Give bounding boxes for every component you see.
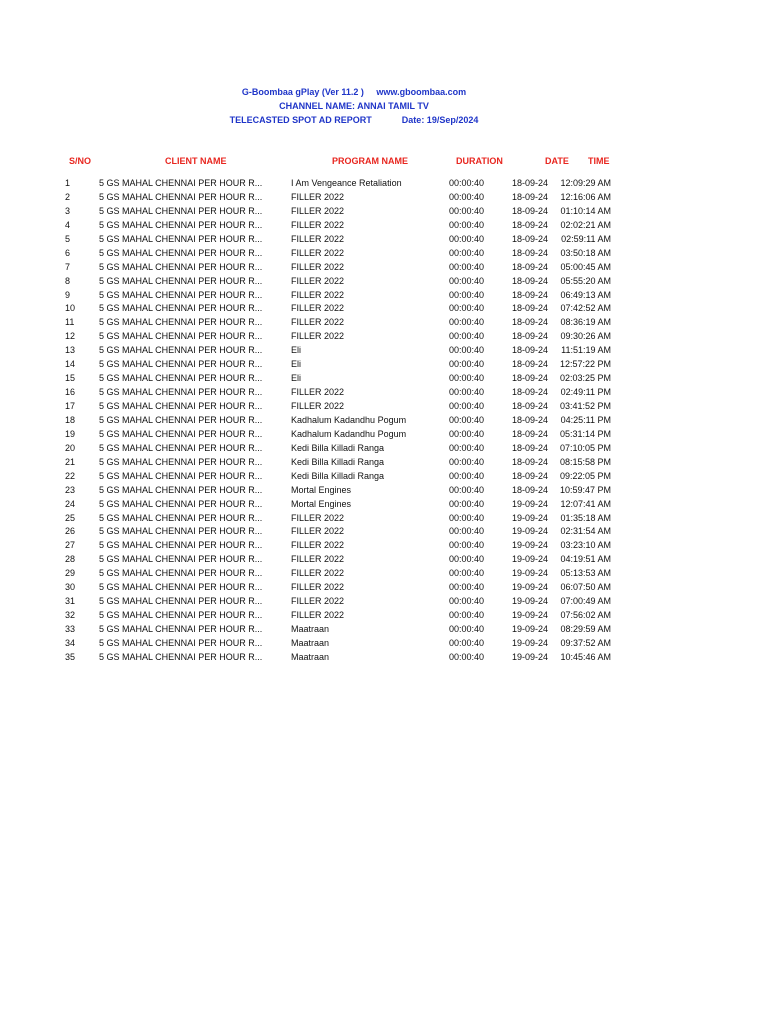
cell-duration: 00:00:40 <box>449 456 485 467</box>
cell-date: 18-09-24 <box>512 317 549 328</box>
cell-time: 06:49:13 AM <box>560 289 611 300</box>
cell-duration: 00:00:40 <box>449 359 485 370</box>
cell-program-name: Kedi Billa Killadi Ranga <box>291 470 385 481</box>
cell-program-name: Kadhalum Kadandhu Pogum <box>291 414 407 425</box>
table-row <box>0 553 768 567</box>
table-row <box>0 581 768 595</box>
cell-duration: 00:00:40 <box>449 401 485 411</box>
cell-sno: 21 <box>65 456 76 467</box>
cell-time: 12:57:22 PM <box>559 359 611 370</box>
cell-sno: 10 <box>65 303 76 314</box>
cell-program-name: FILLER 2022 <box>291 247 345 258</box>
cell-sno: 28 <box>65 554 76 565</box>
cell-date: 19-09-24 <box>512 610 549 621</box>
cell-sno: 34 <box>65 637 76 648</box>
cell-sno: 4 <box>65 219 71 230</box>
cell-program-name: FILLER 2022 <box>291 191 345 202</box>
cell-date: 18-09-24 <box>512 414 549 425</box>
cell-time: 12:07:41 AM <box>560 498 611 509</box>
cell-program-name: FILLER 2022 <box>291 610 345 621</box>
column-header-date: DATE <box>545 156 569 166</box>
cell-sno: 12 <box>65 331 76 342</box>
table-row <box>0 512 768 526</box>
cell-client-name: 5 GS MAHAL CHENNAI PER HOUR R... <box>99 470 263 481</box>
cell-sno: 11 <box>65 317 75 328</box>
cell-program-name: FILLER 2022 <box>291 261 345 272</box>
cell-time: 03:50:18 AM <box>560 247 611 258</box>
table-row <box>0 484 768 498</box>
cell-time: 03:23:10 AM <box>560 540 611 551</box>
cell-duration: 00:00:40 <box>449 651 485 662</box>
cell-sno: 30 <box>65 582 76 593</box>
report-header-channel: CHANNEL NAME: ANNAI TAMIL TV <box>279 101 429 111</box>
cell-duration: 00:00:40 <box>449 247 485 258</box>
table-row <box>0 358 768 372</box>
cell-duration: 00:00:40 <box>449 261 485 272</box>
cell-time: 09:22:05 PM <box>559 470 611 481</box>
cell-program-name: FILLER 2022 <box>291 540 345 551</box>
cell-program-name: FILLER 2022 <box>291 596 345 607</box>
table-row <box>0 275 768 289</box>
cell-date: 18-09-24 <box>512 331 549 342</box>
cell-program-name: Mortal Engines <box>291 484 352 495</box>
cell-duration: 00:00:40 <box>449 540 485 551</box>
cell-date: 18-09-24 <box>512 205 549 216</box>
cell-time: 06:07:50 AM <box>560 582 611 593</box>
cell-sno: 16 <box>65 387 76 398</box>
cell-duration: 00:00:40 <box>449 624 485 634</box>
cell-sno: 2 <box>65 191 71 202</box>
cell-date: 18-09-24 <box>512 359 549 370</box>
column-header-program: PROGRAM NAME <box>332 156 408 166</box>
cell-date: 18-09-24 <box>512 303 549 314</box>
cell-sno: 31 <box>65 596 76 607</box>
cell-date: 19-09-24 <box>512 637 549 648</box>
cell-date: 18-09-24 <box>512 470 549 481</box>
cell-date: 19-09-24 <box>512 568 549 579</box>
cell-client-name: 5 GS MAHAL CHENNAI PER HOUR R... <box>99 387 263 398</box>
cell-sno: 5 <box>65 233 71 244</box>
cell-time: 02:02:21 AM <box>560 219 611 230</box>
cell-sno: 22 <box>65 470 76 481</box>
cell-time: 07:10:05 PM <box>559 442 611 453</box>
cell-program-name: FILLER 2022 <box>291 554 345 565</box>
cell-client-name: 5 GS MAHAL CHENNAI PER HOUR R... <box>99 247 263 258</box>
cell-time: 08:29:59 AM <box>560 624 611 634</box>
cell-client-name: 5 GS MAHAL CHENNAI PER HOUR R... <box>99 582 263 593</box>
cell-program-name: FILLER 2022 <box>291 219 345 230</box>
cell-duration: 00:00:40 <box>449 373 485 384</box>
cell-duration: 00:00:40 <box>449 484 485 495</box>
cell-client-name: 5 GS MAHAL CHENNAI PER HOUR R... <box>99 303 263 314</box>
table-row <box>0 539 768 553</box>
table-row <box>0 567 768 581</box>
report-table-body <box>0 177 768 665</box>
cell-sno: 32 <box>65 610 76 621</box>
cell-program-name: FILLER 2022 <box>291 275 345 286</box>
cell-sno: 35 <box>65 651 76 662</box>
cell-time: 11:51:19 AM <box>561 345 611 356</box>
cell-client-name: 5 GS MAHAL CHENNAI PER HOUR R... <box>99 456 263 467</box>
cell-time: 09:37:52 AM <box>560 637 611 648</box>
cell-time: 01:10:14 AM <box>560 205 611 216</box>
table-row <box>0 456 768 470</box>
cell-duration: 00:00:40 <box>449 610 485 621</box>
cell-program-name: Kedi Billa Killadi Ranga <box>291 456 385 467</box>
cell-client-name: 5 GS MAHAL CHENNAI PER HOUR R... <box>99 191 263 202</box>
cell-date: 18-09-24 <box>512 456 549 467</box>
cell-duration: 00:00:40 <box>449 526 485 537</box>
cell-duration: 00:00:40 <box>449 582 485 593</box>
cell-date: 19-09-24 <box>512 651 549 662</box>
table-row <box>0 205 768 219</box>
cell-duration: 00:00:40 <box>449 275 485 286</box>
cell-program-name: Mortal Engines <box>291 498 352 509</box>
cell-program-name: FILLER 2022 <box>291 303 345 314</box>
table-row <box>0 289 768 303</box>
cell-sno: 17 <box>65 401 76 411</box>
cell-program-name: Kadhalum Kadandhu Pogum <box>291 428 407 439</box>
cell-client-name: 5 GS MAHAL CHENNAI PER HOUR R... <box>99 205 263 216</box>
cell-sno: 8 <box>65 275 71 286</box>
column-header-client: CLIENT NAME <box>165 156 227 166</box>
cell-sno: 24 <box>65 498 76 509</box>
report-header-software: G-Boombaa gPlay (Ver 11.2 ) www.gboombaa.com <box>241 87 467 97</box>
cell-program-name: Eli <box>291 373 302 384</box>
cell-duration: 00:00:40 <box>449 303 485 314</box>
cell-client-name: 5 GS MAHAL CHENNAI PER HOUR R... <box>99 219 263 230</box>
cell-client-name: 5 GS MAHAL CHENNAI PER HOUR R... <box>99 512 263 523</box>
cell-date: 18-09-24 <box>512 261 549 272</box>
cell-date: 18-09-24 <box>512 373 549 384</box>
cell-client-name: 5 GS MAHAL CHENNAI PER HOUR R... <box>99 275 263 286</box>
cell-program-name: FILLER 2022 <box>291 512 345 523</box>
table-row <box>0 442 768 456</box>
cell-duration: 00:00:40 <box>449 317 485 328</box>
table-row <box>0 233 768 247</box>
cell-time: 10:59:47 PM <box>559 484 611 495</box>
cell-sno: 29 <box>65 568 76 579</box>
cell-time: 05:55:20 AM <box>560 275 611 286</box>
cell-sno: 7 <box>65 261 71 272</box>
cell-client-name: 5 GS MAHAL CHENNAI PER HOUR R... <box>99 498 263 509</box>
table-row <box>0 414 768 428</box>
cell-client-name: 5 GS MAHAL CHENNAI PER HOUR R... <box>99 317 263 328</box>
cell-date: 18-09-24 <box>512 289 549 300</box>
cell-client-name: 5 GS MAHAL CHENNAI PER HOUR R... <box>99 414 263 425</box>
cell-sno: 18 <box>65 414 76 425</box>
cell-sno: 1 <box>65 178 71 188</box>
table-row <box>0 623 768 637</box>
cell-client-name: 5 GS MAHAL CHENNAI PER HOUR R... <box>99 373 263 384</box>
cell-time: 10:45:46 AM <box>560 651 611 662</box>
cell-program-name: Eli <box>291 345 302 356</box>
table-row <box>0 302 768 316</box>
cell-program-name: FILLER 2022 <box>291 387 345 398</box>
cell-duration: 00:00:40 <box>449 219 485 230</box>
cell-client-name: 5 GS MAHAL CHENNAI PER HOUR R... <box>99 178 263 188</box>
cell-client-name: 5 GS MAHAL CHENNAI PER HOUR R... <box>99 261 263 272</box>
cell-program-name: FILLER 2022 <box>291 568 345 579</box>
cell-client-name: 5 GS MAHAL CHENNAI PER HOUR R... <box>99 442 263 453</box>
table-row <box>0 386 768 400</box>
cell-program-name: Maatraan <box>291 624 330 634</box>
cell-date: 18-09-24 <box>512 233 549 244</box>
cell-sno: 33 <box>65 624 76 634</box>
cell-sno: 23 <box>65 484 76 495</box>
cell-time: 07:56:02 AM <box>560 610 611 621</box>
table-row <box>0 316 768 330</box>
cell-duration: 00:00:40 <box>449 387 485 398</box>
cell-date: 19-09-24 <box>512 582 549 593</box>
cell-time: 05:31:14 PM <box>559 428 611 439</box>
report-header-title-date: TELECASTED SPOT AD REPORT Date: 19/Sep/2024 <box>229 115 479 125</box>
table-row <box>0 525 768 539</box>
table-row <box>0 344 768 358</box>
cell-program-name: FILLER 2022 <box>291 582 345 593</box>
cell-program-name: Eli <box>291 359 302 370</box>
cell-client-name: 5 GS MAHAL CHENNAI PER HOUR R... <box>99 637 263 648</box>
table-row <box>0 637 768 651</box>
cell-duration: 00:00:40 <box>449 554 485 565</box>
cell-time: 04:25:11 PM <box>560 414 611 425</box>
cell-program-name: Maatraan <box>291 651 330 662</box>
cell-time: 02:03:25 PM <box>559 373 611 384</box>
table-row <box>0 177 768 191</box>
cell-duration: 00:00:40 <box>449 345 485 356</box>
cell-sno: 25 <box>65 512 76 523</box>
cell-date: 18-09-24 <box>512 275 549 286</box>
cell-duration: 00:00:40 <box>449 233 485 244</box>
cell-time: 05:13:53 AM <box>560 568 611 579</box>
cell-program-name: FILLER 2022 <box>291 401 345 411</box>
cell-client-name: 5 GS MAHAL CHENNAI PER HOUR R... <box>99 624 263 634</box>
cell-date: 18-09-24 <box>512 428 549 439</box>
cell-client-name: 5 GS MAHAL CHENNAI PER HOUR R... <box>99 331 263 342</box>
cell-sno: 3 <box>65 205 71 216</box>
cell-program-name: Maatraan <box>291 637 330 648</box>
cell-program-name: FILLER 2022 <box>291 317 345 328</box>
cell-duration: 00:00:40 <box>449 428 485 439</box>
cell-date: 19-09-24 <box>512 498 549 509</box>
table-row <box>0 428 768 442</box>
cell-time: 05:00:45 AM <box>560 261 611 272</box>
cell-time: 09:30:26 AM <box>560 331 611 342</box>
table-row <box>0 498 768 512</box>
cell-program-name: Kedi Billa Killadi Ranga <box>291 442 385 453</box>
cell-program-name: I Am Vengeance Retaliation <box>291 178 402 188</box>
cell-client-name: 5 GS MAHAL CHENNAI PER HOUR R... <box>99 428 263 439</box>
table-row <box>0 400 768 414</box>
cell-program-name: FILLER 2022 <box>291 526 345 537</box>
column-header-sno: S/NO <box>69 156 92 166</box>
cell-program-name: FILLER 2022 <box>291 331 345 342</box>
table-row <box>0 219 768 233</box>
cell-client-name: 5 GS MAHAL CHENNAI PER HOUR R... <box>99 651 263 662</box>
cell-client-name: 5 GS MAHAL CHENNAI PER HOUR R... <box>99 526 263 537</box>
cell-time: 08:36:19 AM <box>560 317 611 328</box>
cell-client-name: 5 GS MAHAL CHENNAI PER HOUR R... <box>99 610 263 621</box>
cell-time: 07:00:49 AM <box>560 596 611 607</box>
cell-date: 19-09-24 <box>512 526 549 537</box>
cell-duration: 00:00:40 <box>449 470 485 481</box>
cell-date: 18-09-24 <box>512 178 549 188</box>
cell-sno: 20 <box>65 442 76 453</box>
cell-client-name: 5 GS MAHAL CHENNAI PER HOUR R... <box>99 596 263 607</box>
cell-time: 01:35:18 AM <box>560 512 611 523</box>
cell-time: 02:31:54 AM <box>560 526 611 537</box>
table-row <box>0 372 768 386</box>
cell-time: 12:09:29 AM <box>560 178 611 188</box>
cell-date: 19-09-24 <box>512 624 549 634</box>
cell-time: 02:49:11 PM <box>560 387 611 398</box>
cell-date: 18-09-24 <box>512 191 549 202</box>
cell-client-name: 5 GS MAHAL CHENNAI PER HOUR R... <box>99 289 263 300</box>
cell-date: 18-09-24 <box>512 219 549 230</box>
cell-client-name: 5 GS MAHAL CHENNAI PER HOUR R... <box>99 359 263 370</box>
cell-sno: 19 <box>65 428 76 439</box>
table-row <box>0 651 768 665</box>
table-row <box>0 470 768 484</box>
cell-client-name: 5 GS MAHAL CHENNAI PER HOUR R... <box>99 568 263 579</box>
cell-date: 18-09-24 <box>512 401 549 411</box>
table-row <box>0 191 768 205</box>
cell-sno: 14 <box>65 359 76 370</box>
cell-sno: 26 <box>65 526 76 537</box>
cell-duration: 00:00:40 <box>449 596 485 607</box>
table-row <box>0 595 768 609</box>
cell-date: 18-09-24 <box>512 247 549 258</box>
cell-program-name: FILLER 2022 <box>291 205 345 216</box>
table-row <box>0 609 768 623</box>
cell-program-name: FILLER 2022 <box>291 233 345 244</box>
cell-date: 18-09-24 <box>512 442 549 453</box>
cell-sno: 9 <box>65 289 71 300</box>
cell-duration: 00:00:40 <box>449 512 485 523</box>
cell-time: 07:42:52 AM <box>560 303 611 314</box>
cell-duration: 00:00:40 <box>449 442 485 453</box>
cell-client-name: 5 GS MAHAL CHENNAI PER HOUR R... <box>99 554 263 565</box>
column-header-duration: DURATION <box>456 156 503 166</box>
cell-client-name: 5 GS MAHAL CHENNAI PER HOUR R... <box>99 540 263 551</box>
cell-time: 03:41:52 PM <box>559 401 611 411</box>
cell-program-name: FILLER 2022 <box>291 289 345 300</box>
cell-duration: 00:00:40 <box>449 498 485 509</box>
cell-time: 04:19:51 AM <box>560 554 611 565</box>
cell-sno: 6 <box>65 247 71 258</box>
cell-date: 18-09-24 <box>512 345 549 356</box>
cell-time: 12:16:06 AM <box>560 191 611 202</box>
table-row <box>0 247 768 261</box>
cell-duration: 00:00:40 <box>449 205 485 216</box>
cell-duration: 00:00:40 <box>449 568 485 579</box>
cell-duration: 00:00:40 <box>449 414 485 425</box>
cell-date: 19-09-24 <box>512 596 549 607</box>
cell-time: 08:15:58 PM <box>559 456 611 467</box>
cell-sno: 15 <box>65 373 76 384</box>
cell-duration: 00:00:40 <box>449 178 485 188</box>
table-row <box>0 261 768 275</box>
cell-duration: 00:00:40 <box>449 637 485 648</box>
cell-client-name: 5 GS MAHAL CHENNAI PER HOUR R... <box>99 401 263 411</box>
cell-client-name: 5 GS MAHAL CHENNAI PER HOUR R... <box>99 484 263 495</box>
cell-client-name: 5 GS MAHAL CHENNAI PER HOUR R... <box>99 345 263 356</box>
cell-duration: 00:00:40 <box>449 191 485 202</box>
cell-time: 02:59:11 AM <box>561 233 611 244</box>
cell-duration: 00:00:40 <box>449 289 485 300</box>
cell-sno: 27 <box>65 540 76 551</box>
cell-client-name: 5 GS MAHAL CHENNAI PER HOUR R... <box>99 233 263 244</box>
column-header-time: TIME <box>588 156 610 166</box>
cell-date: 19-09-24 <box>512 512 549 523</box>
cell-duration: 00:00:40 <box>449 331 485 342</box>
cell-date: 19-09-24 <box>512 554 549 565</box>
cell-date: 18-09-24 <box>512 484 549 495</box>
cell-sno: 13 <box>65 345 76 356</box>
cell-date: 19-09-24 <box>512 540 549 551</box>
cell-date: 18-09-24 <box>512 387 549 398</box>
table-row <box>0 330 768 344</box>
